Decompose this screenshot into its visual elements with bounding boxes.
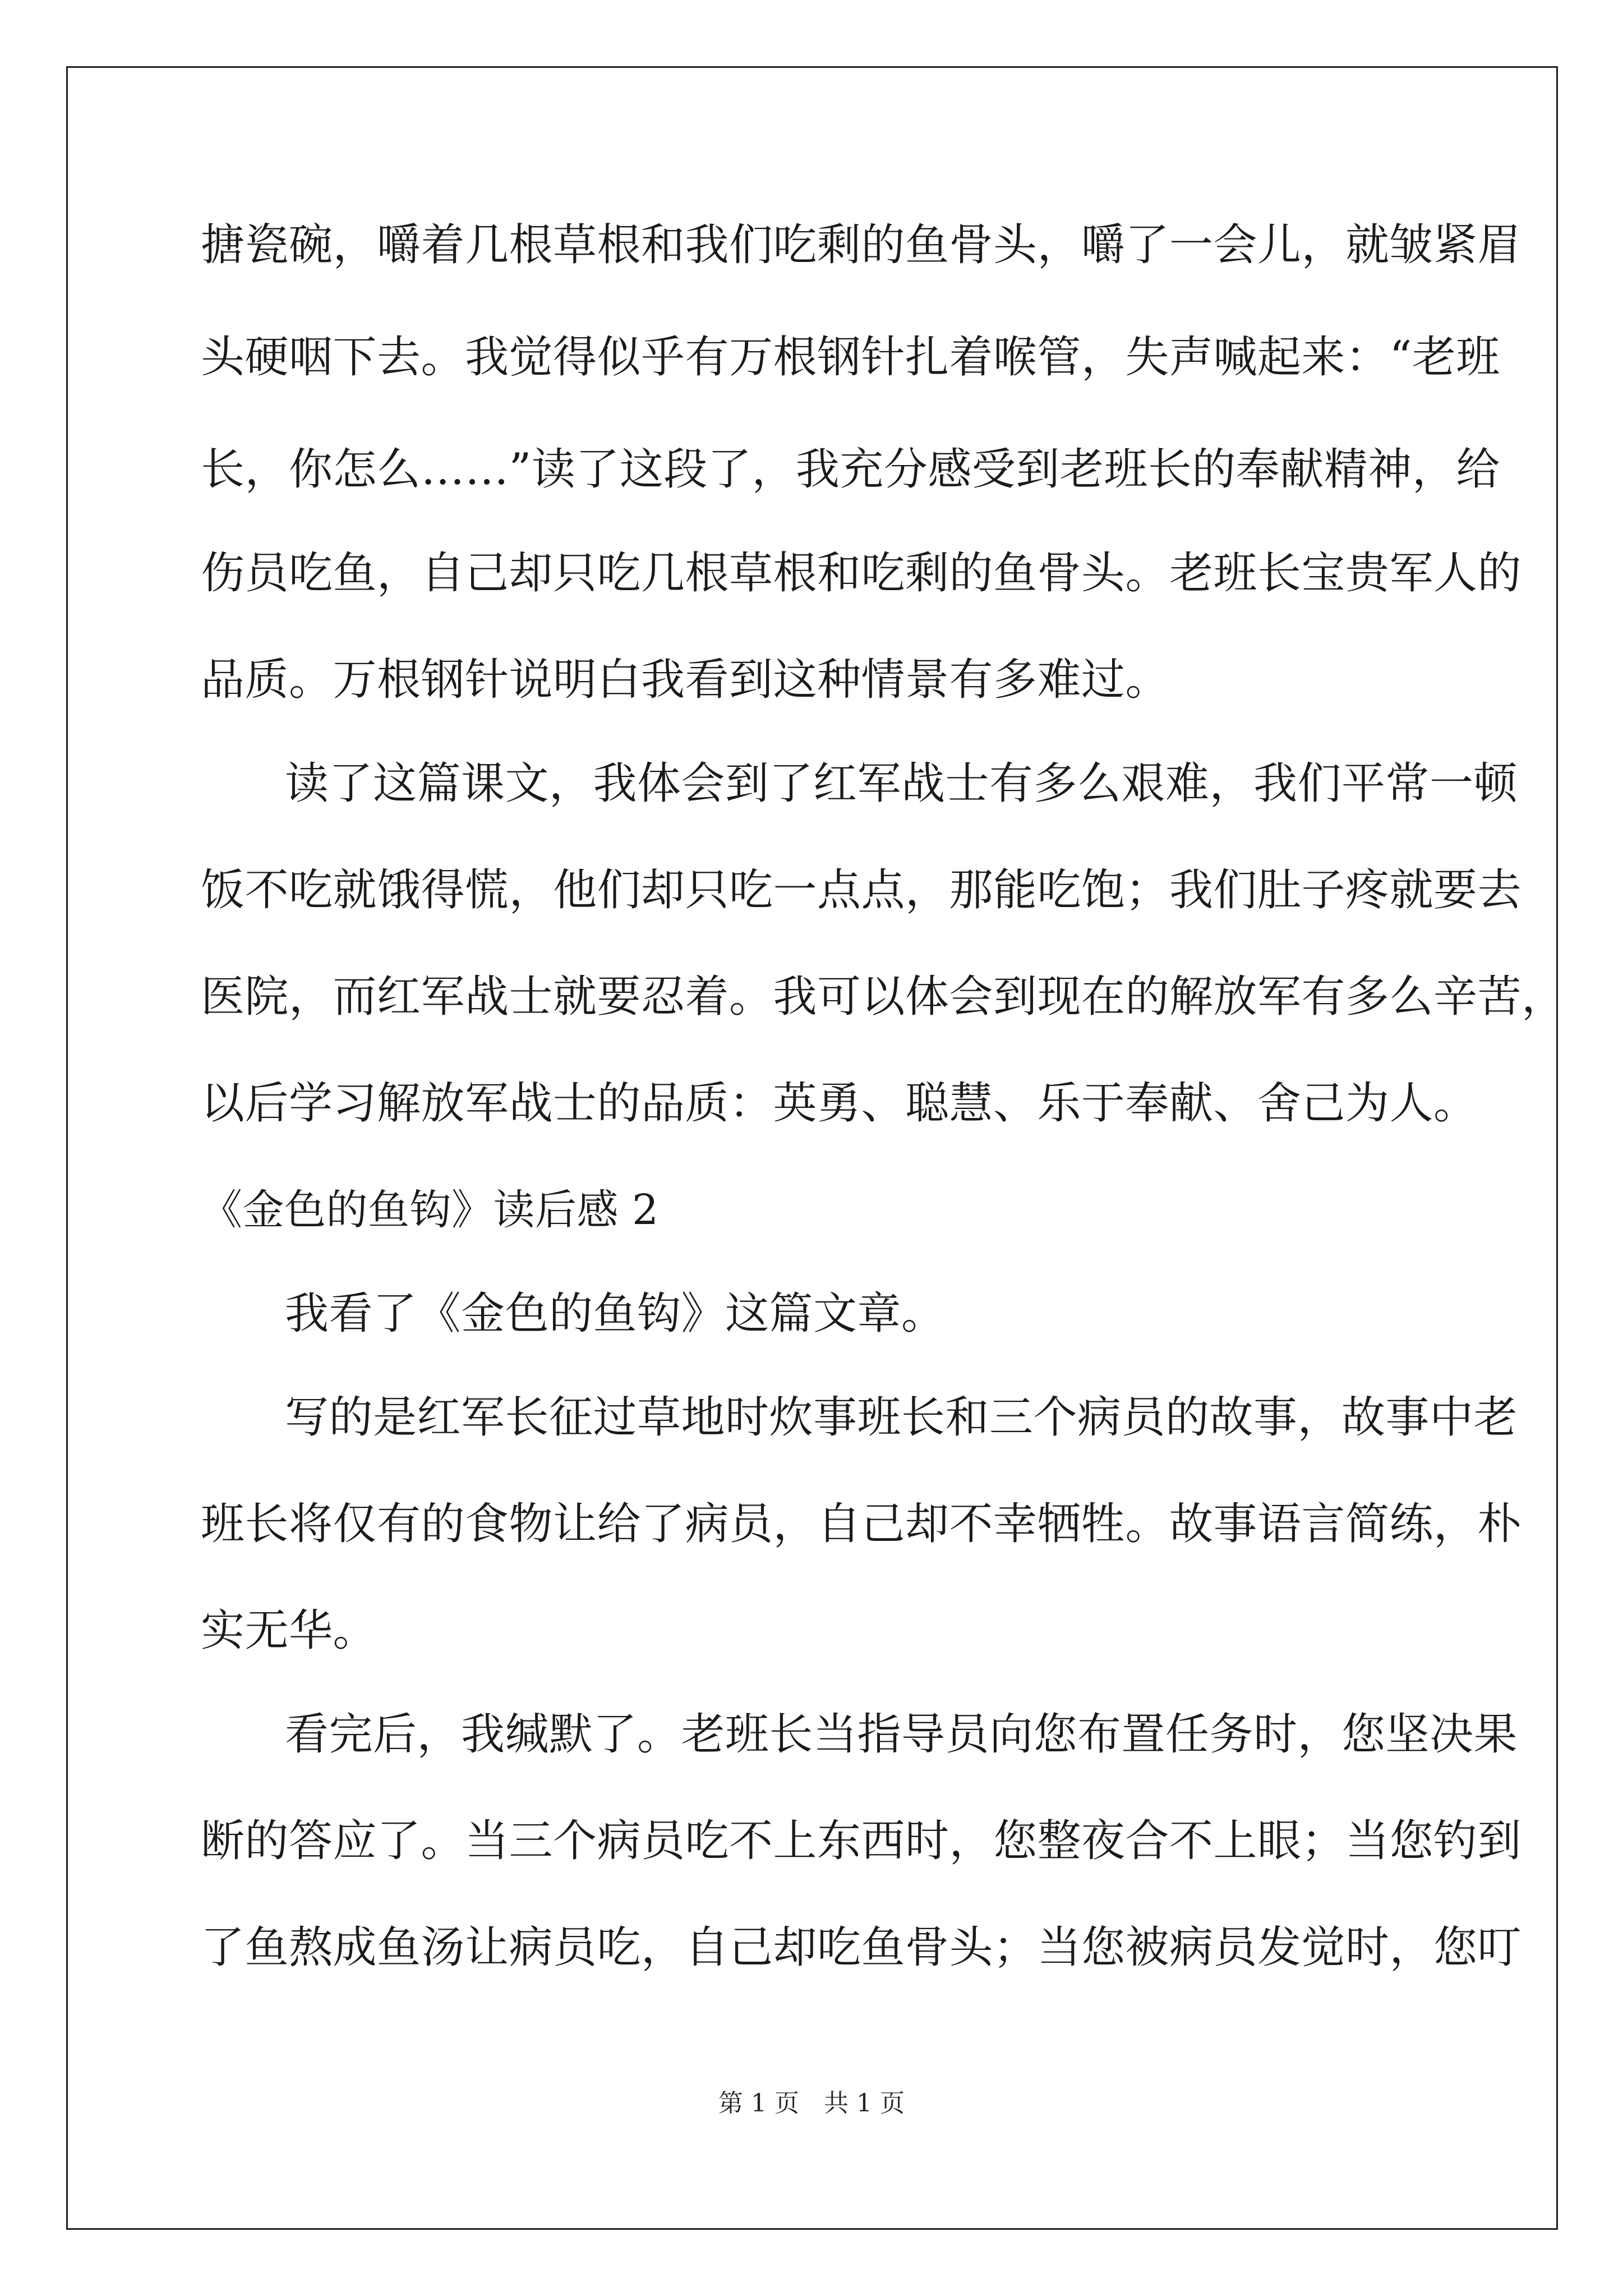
body-line-5: 品质。万根钢针说明白我看到这种情景有多难过。 — [201, 655, 1170, 705]
body-line-1: 搪瓷碗，嚼着几根草根和我们吃剩的鱼骨头，嚼了一会儿，就皱紧眉 — [201, 220, 1522, 270]
body-line-13: 班长将仅有的食物让给了病员，自己却不幸牺牲。故事语言简练，朴 — [201, 1499, 1522, 1549]
body-line-14: 实无华。 — [201, 1605, 377, 1656]
body-line-4: 伤员吃鱼，自己却只吃几根草根和吃剩的鱼骨头。老班长宝贵军人的 — [201, 548, 1522, 599]
body-line-7: 饭不吃就饿得慌，他们却只吃一点点，那能吃饱；我们肚子疼就要去 — [201, 865, 1522, 915]
body-line-3: 长，你怎么……”读了这段了，我充分感受到老班长的奉献精神，给 — [201, 444, 1500, 495]
body-line-15: 看完后，我缄默了。老班长当指导员向您布置任务时，您坚决果 — [285, 1709, 1518, 1760]
section-heading: 《金色的鱼钩》读后感 2 — [201, 1186, 659, 1234]
body-line-9: 以后学习解放军战士的品质：英勇、聪慧、乐于奉献、舍己为人。 — [201, 1078, 1478, 1129]
body-line-8: 医院，而红军战士就要忍着。我可以体会到现在的解放军有多么辛苦， — [201, 972, 1566, 1022]
body-line-12: 写的是红军长征过草地时炊事班长和三个病员的故事，故事中老 — [285, 1392, 1518, 1443]
body-line-11: 我看了《金色的鱼钩》这篇文章。 — [285, 1289, 946, 1339]
body-line-17: 了鱼熬成鱼汤让病员吃，自己却吃鱼骨头；当您被病员发觉时，您叮 — [201, 1922, 1522, 1973]
page-footer: 第 1 页 共 1 页 — [718, 2089, 905, 2118]
body-line-16: 断的答应了。当三个病员吃不上东西时，您整夜合不上眼；当您钓到 — [201, 1816, 1522, 1866]
page-border — [66, 66, 1566, 2230]
body-line-2: 头硬咽下去。我觉得似乎有万根钢针扎着喉管，失声喊起来：“老班 — [201, 332, 1500, 383]
body-line-6: 读了这篇课文，我体会到了红军战士有多么艰难，我们平常一顿 — [285, 758, 1518, 809]
